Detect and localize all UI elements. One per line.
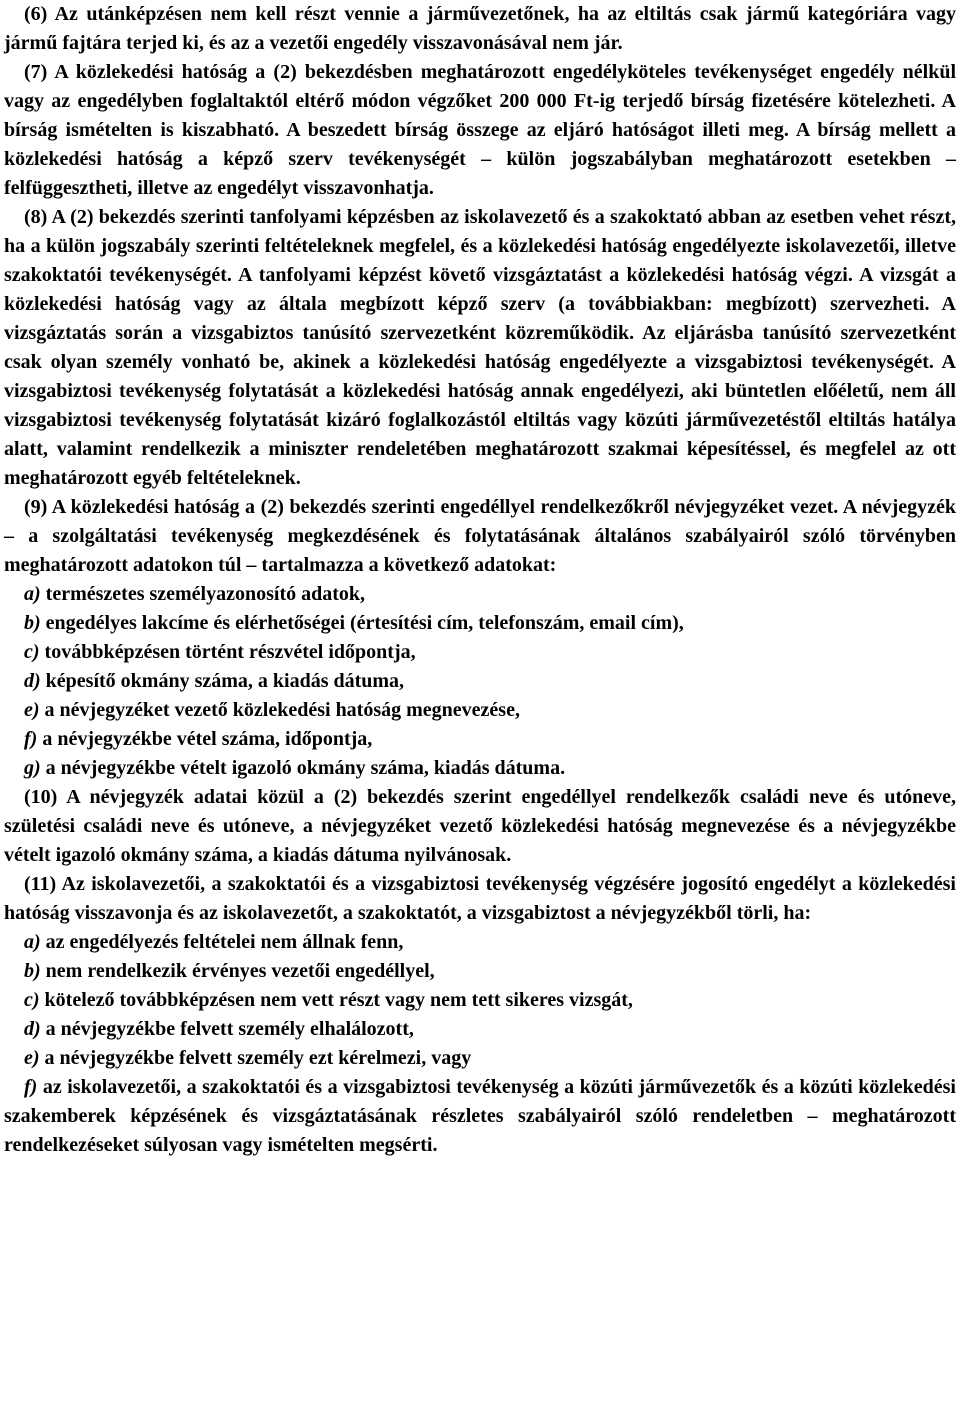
list-item-text: nem rendelkezik érvényes vezetői engedéllyel, [40, 960, 435, 982]
list-item-text: a névjegyzékbe vételt igazoló okmány száma, kiadás dátuma. [40, 757, 566, 779]
list-item-letter: d) [24, 1018, 41, 1040]
list-item [4, 754, 956, 783]
list-item [4, 609, 956, 638]
list-item-letter: b) [24, 960, 41, 982]
list-item [4, 1015, 956, 1044]
paragraph-7: (7) A közlekedési hatóság a (2) bekezdésben meghatározott engedélyköteles tevékenységet engedély nélkül vagy az engedélyben foglaltaktól eltérő módon végzőket 200 000 Ft-ig terjedő bírság fizetésére kötelezheti. A bírság ismételten is kiszabható. A beszedett bírság összege az eljáró hatóságot illeti meg. A bírság mellett a közlekedési hatóság a képző szerv tevékenységét – külön jogszabályban meghatározott esetekben – felfüggesztheti, illetve az engedélyt visszavonhatja. [4, 61, 956, 199]
list-item [4, 667, 956, 696]
list-item [4, 928, 956, 957]
list-item-letter: e) [24, 699, 40, 721]
list-item-text: továbbképzésen történt részvétel időpontja, [39, 641, 416, 663]
list-item [4, 725, 956, 754]
list-item-text: az engedélyezés feltételei nem állnak fenn, [40, 931, 404, 953]
paragraph-10: (10) A névjegyzék adatai közül a (2) bekezdés szerint engedéllyel rendelkezők családi neve és utóneve, születési családi neve és utóneve, a névjegyzéket vezető közlekedési hatóság megnevezése és a névjegyzékbe vételt igazoló okmány száma, a kiadás dátuma nyilvánosak. [4, 786, 956, 866]
list-item [4, 696, 956, 725]
paragraph-6: (6) Az utánképzésen nem kell részt vennie a járművezetőnek, ha az eltiltás csak jármű kategóriára vagy jármű fajtára terjed ki, és az a vezetői engedély visszavonásával nem jár. [4, 3, 956, 54]
list-item-letter: b) [24, 612, 41, 634]
list-item [4, 1044, 956, 1073]
list-item-text: kötelező továbbképzésen nem vett részt vagy nem tett sikeres vizsgát, [39, 989, 633, 1011]
list-item-wrapped [4, 1073, 956, 1160]
list-item [4, 638, 956, 667]
list-item-letter: d) [24, 670, 41, 692]
list-item-text: természetes személyazonosító adatok, [40, 583, 366, 605]
list-item-letter: a) [24, 583, 41, 605]
list-item-text: a névjegyzékbe vétel száma, időpontja, [37, 728, 373, 750]
list-item-letter: a) [24, 931, 41, 953]
list-item-letter: c) [24, 641, 40, 663]
list-item-text: a névjegyzékbe felvett személy ezt kérelmezi, vagy [39, 1047, 472, 1069]
paragraph-9: (9) A közlekedési hatóság a (2) bekezdés szerinti engedéllyel rendelkezőkről névjegyzéket vezet. A névjegyzék – a szolgáltatási tevékenység megkezdésének és folytatásának általános szabályairól szóló törvényben meghatározott adatokon túl – tartalmazza a következő adatokat: [4, 496, 956, 576]
list-item-text: képesítő okmány száma, a kiadás dátuma, [40, 670, 405, 692]
list-item [4, 957, 956, 986]
list-item-text: a névjegyzékbe felvett személy elhalálozott, [40, 1018, 414, 1040]
list-item-letter: f) [24, 728, 38, 750]
list-item-letter: f) [24, 1076, 38, 1098]
list-item-text: engedélyes lakcíme és elérhetőségei (értesítési cím, telefonszám, email cím), [40, 612, 684, 634]
list-item [4, 580, 956, 609]
list-item-letter: g) [24, 757, 41, 779]
list-item-letter: e) [24, 1047, 40, 1069]
list-item-text: az iskolavezetői, a szakoktatói és a vizsgabiztosi tevékenység a közúti járművezetők és a közúti közlekedési szakemberek képzésének és vizsgáztatásának részletes szabályairól szóló rendeletben – meghatározott rendelkezéseket súlyosan vagy ismételten megsérti. [4, 1076, 956, 1156]
list-item-letter: c) [24, 989, 40, 1011]
paragraph-8: (8) A (2) bekezdés szerinti tanfolyami képzésben az iskolavezető és a szakoktató abban az esetben vehet részt, ha a külön jogszabály szerinti feltételeknek megfelel, és a közlekedési hatóság engedélyezte iskolavezetői, illetve szakoktatói tevékenységét. A tanfolyami képzést követő vizsgáztatást a közlekedési hatóság végzi. A vizsgát a közlekedési hatóság vagy az általa megbízott képző szerv (a továbbiakban: megbízott) szervezheti. A vizsgáztatás során a vizsgabiztos tanúsító szervezetként közreműködik. Az eljárásba tanúsító szervezetként csak olyan személy vonható be, akinek a közlekedési hatóság engedélyezte a vizsgabiztosi tevékenységét. A vizsgabiztosi tevékenység folytatását a közlekedési hatóság annak engedélyezi, aki büntetlen előéletű, nem áll vizsgabiztosi tevékenység folytatását kizáró foglalkozástól eltiltás vagy közúti járművezetéstől eltiltás hatálya alatt, valamint rendelkezik a miniszter rendeletében meghatározott szakmai képesítéssel, és megfelel az ott meghatározott egyéb feltételeknek. [4, 206, 956, 489]
list-item-text: a névjegyzéket vezető közlekedési hatóság megnevezése, [39, 699, 520, 721]
list-item [4, 986, 956, 1015]
paragraph-11: (11) Az iskolavezetői, a szakoktatói és a vizsgabiztosi tevékenység végzésére jogosító engedélyt a közlekedési hatóság visszavonja és az iskolavezetőt, a szakoktatót, a vizsgabiztost a névjegyzékből törli, ha: [4, 873, 956, 924]
